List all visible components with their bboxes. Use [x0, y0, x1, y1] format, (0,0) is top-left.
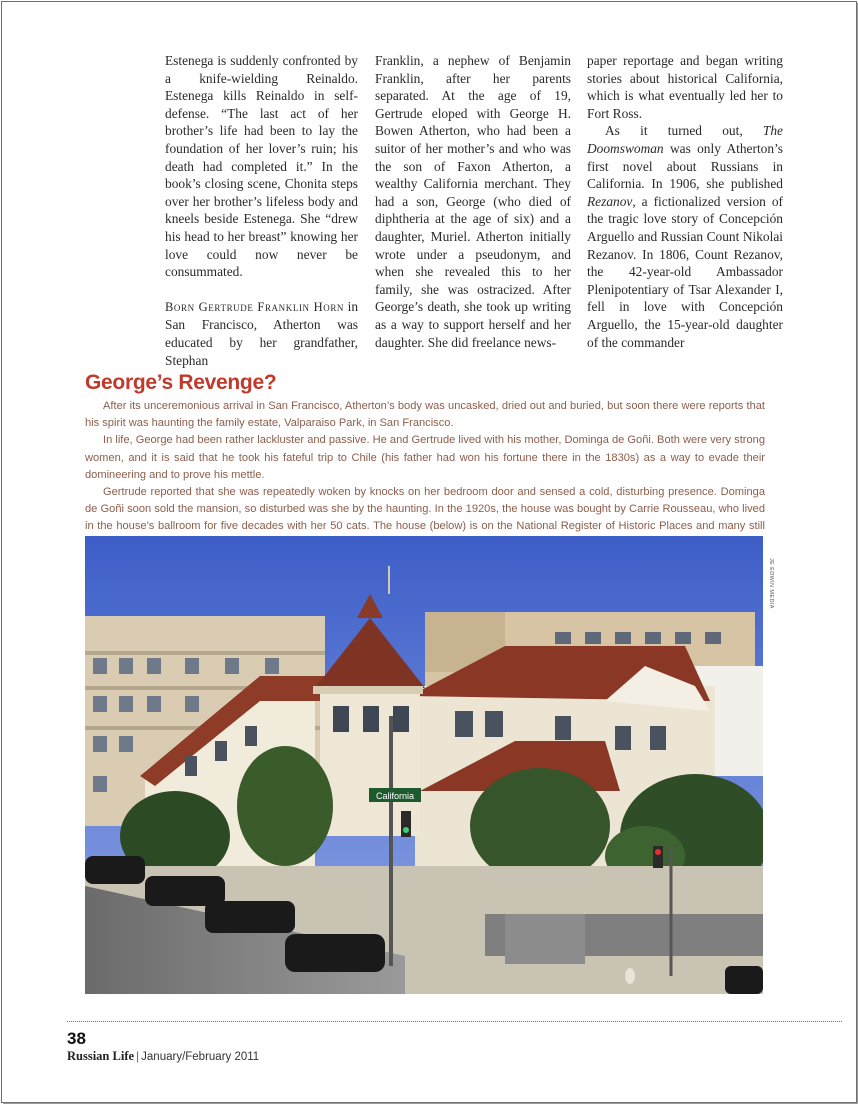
text-run: As it turned out, — [605, 123, 763, 139]
column-1-paragraph-2-text: in San Francisco, Atherton was educated by her grandfather, Stephan — [165, 298, 359, 368]
sidebar-title: George’s Revenge? — [85, 371, 277, 394]
footer-separator: | — [136, 1049, 140, 1063]
column-3-paragraph-1: paper reportage and began writing stories about historical California, which is what eventually led her to Fort Ross. — [587, 53, 783, 121]
sidebar-paragraph-1: After its unceremonious arrival in San Francisco, Atherton’s body was uncasked, dried out and buried, but soon there were reports that his spirit was haunting the family estate, Valparaiso Park, in San Francisco. — [85, 400, 765, 430]
column-1-paragraph-1: Estenega is suddenly confronted by a knife-wielding Reinaldo. Estenega kills Reinaldo in self-defense. “The last act of her brother’s life had been to lay the foundation of her lover’s ruin; his death had completed it.” In the book’s closing scene, Chonita steps over her brother’s lifeless body and kneels beside Estenega. She “drew his head to her breast” knowing her love could now never be consummated. — [165, 53, 358, 280]
article-column-1 — [165, 52, 358, 369]
section-lead-in: Born Gertrude Franklin Horn — [165, 299, 345, 314]
text-run: was only Atherton’s first novel about Russians in California. In 1906, she published — [587, 140, 783, 192]
column-1-paragraph-2 — [165, 298, 358, 369]
sidebar-paragraph-2: In life, George had been rather lackluster and passive. He and Gertrude lived with his mother, Dominga de Goñi. Both were very strong women, and it is said that he took his fateful trip to Chile (his father had won his fortune there in the 1830s) as a way to evade their domineering and to prove his mettle. — [85, 434, 765, 481]
photo-credit: JE EDWIN MEDIA — [768, 558, 774, 609]
publication-name: Russian Life — [67, 1049, 135, 1063]
book-title-doomswoman: The Doomswoman — [587, 123, 783, 156]
sidebar-body — [85, 398, 765, 553]
article-column-3 — [587, 52, 783, 351]
sidebar-paragraph-3: Gertrude reported that she was repeatedly woken by knocks on her bedroom door and sensed a cold, disturbing presence. Dominga de Goñi soon sold the mansion, so disturbed was she by the haunting. In the 1920s, the house was bought by Carrie Rousseau, who lived in the house’s ballroom for five decades with her 50 cats. The house (below) is on the National Register of Historic Places and many still — [85, 486, 765, 533]
column-3-paragraph-2 — [587, 122, 783, 351]
footer-divider — [67, 1021, 842, 1022]
book-title-rezanov: Rezanov — [587, 193, 633, 209]
issue-date: January/February 2011 — [141, 1051, 260, 1063]
page-number: 38 — [67, 1029, 86, 1048]
article-column-2 — [375, 52, 571, 351]
haunted-house-photo — [85, 536, 763, 994]
footer-publication-line — [67, 1049, 259, 1064]
street-sign-text: California — [375, 791, 415, 801]
column-2-paragraph-1: Franklin, a nephew of Benjamin Franklin, after her parents separated. At the age of 19, Gertrude eloped with George H. Bowen Atherton, who had been a suitor of her mother’s and who was the son of Faxon Atherton, a wealthy California merchant. They had a son, George (who died of diphtheria at the age of six) and a daughter, Muriel. Atherton initially wrote under a pseudonym, and when she revealed this to her family, she was ostracized. After George’s death, she took up writing as a way to support herself and her daughter. She did freelance news- — [375, 53, 571, 350]
text-run: , a fictionalized version of the tragic love story of Concepción Arguello and Russian Count Nikolai Rezanov. In 1806, Count Rezanov, the 42-year-old Ambassador Plenipotentiary of Tsar Alexander I, fell in love with Concepción Arguello, the 15-year-old daughter of the commander — [587, 193, 783, 350]
